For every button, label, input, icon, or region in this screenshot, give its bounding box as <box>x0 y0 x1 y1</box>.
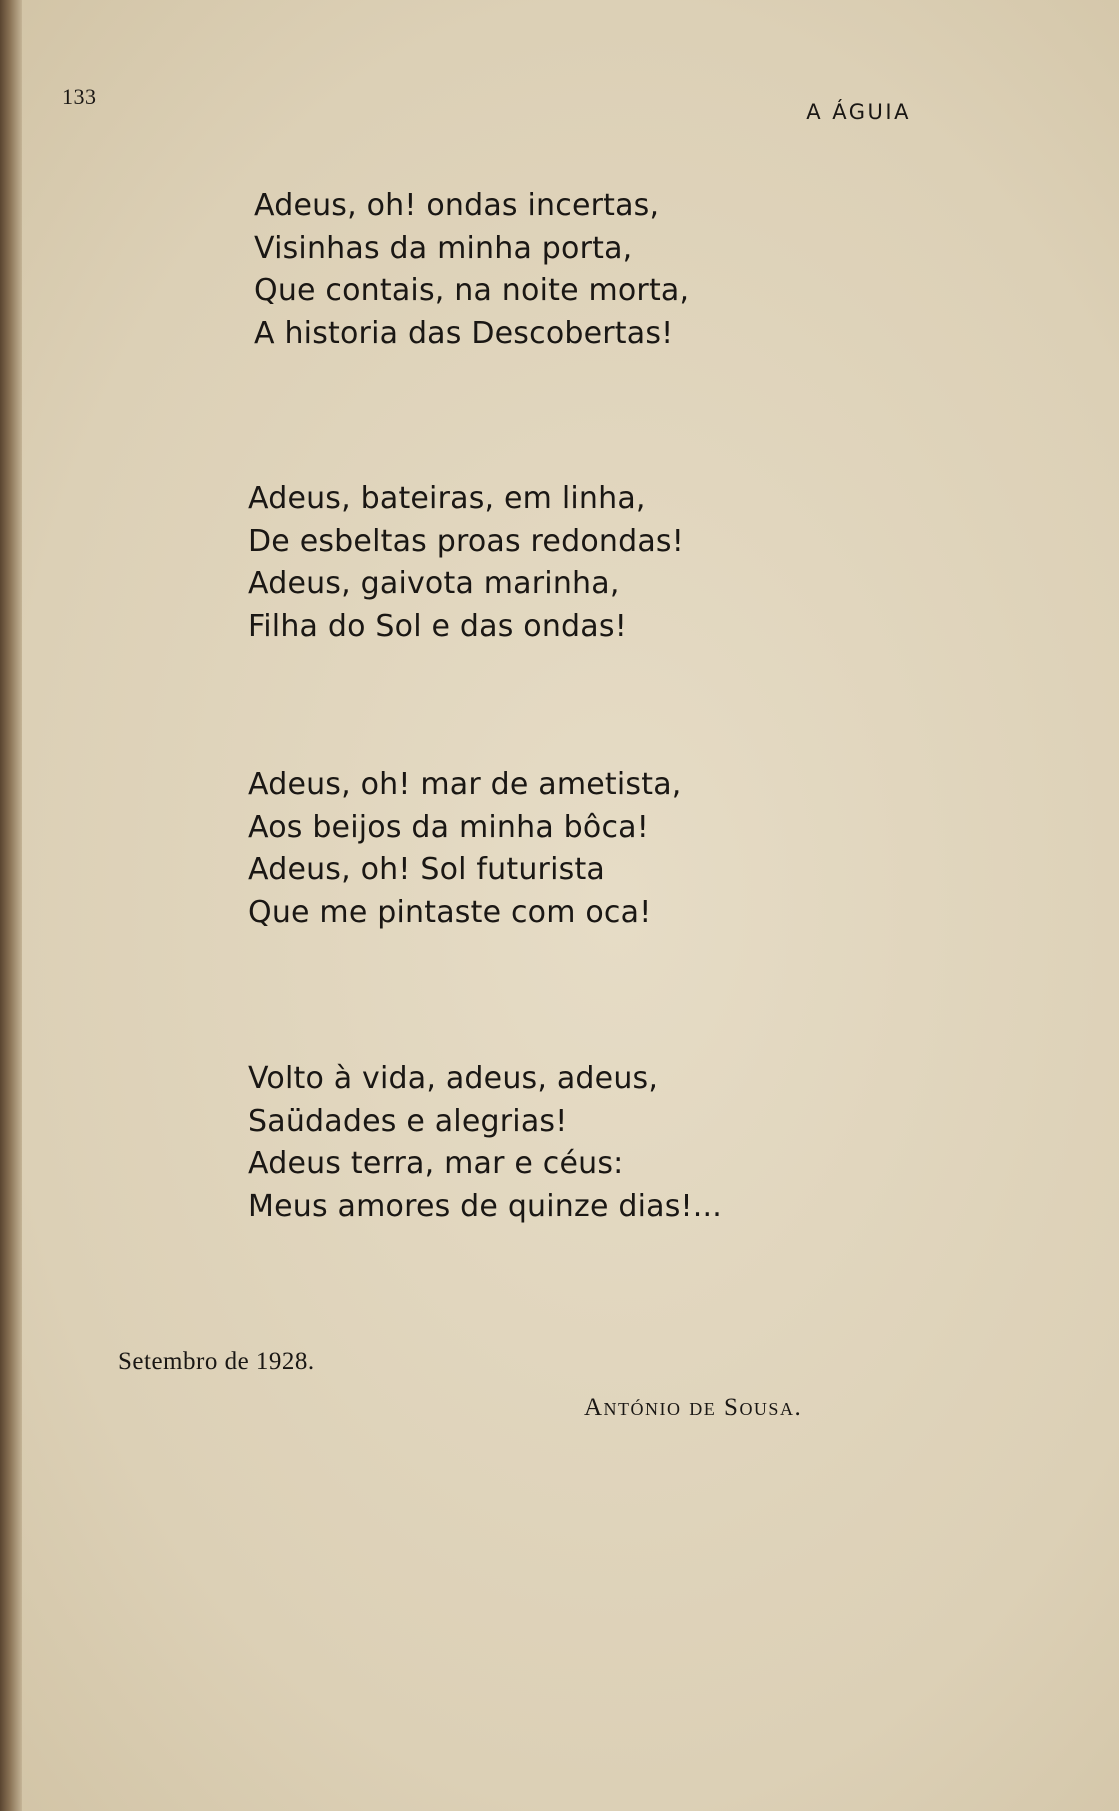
verse-line: Adeus, oh! Sol futurista <box>248 852 606 887</box>
page-number: 133 <box>62 84 97 109</box>
verse-line: Visinhas da minha porta, <box>254 230 633 266</box>
verse-line: Que me pintaste com oca! <box>248 894 652 930</box>
stanza-3 <box>248 764 682 934</box>
verse-line: A historia das Descobertas! <box>254 315 674 351</box>
page-binding-edge <box>0 0 22 1811</box>
verse-line: Adeus, bateiras, em linha, <box>248 481 646 516</box>
verse-line: Adeus, gaivota marinha, <box>248 566 620 601</box>
verse-line: Adeus, oh! ondas incertas, <box>254 188 660 223</box>
stanza-4 <box>248 1058 722 1228</box>
verse-line: Adeus terra, mar e céus: <box>248 1146 624 1181</box>
verse-line: Volto à vida, adeus, adeus, <box>248 1061 659 1096</box>
stanza-2 <box>248 478 684 648</box>
verse-line: Meus amores de quinze dias!... <box>248 1188 722 1224</box>
verse-line: Que contais, na noite morta, <box>254 273 690 308</box>
stanza-1 <box>254 185 689 355</box>
verse-line: Filha do Sol e das ondas! <box>248 608 627 644</box>
verse-line: Adeus, oh! mar de ametista, <box>248 767 682 802</box>
running-title: A ÁGUIA <box>806 100 911 124</box>
poem-date: Setembro de 1928. <box>118 1348 315 1375</box>
author-signature: António de Sousa. <box>584 1394 803 1421</box>
verse-line: Aos beijos da minha bôca! <box>248 809 649 845</box>
verse-line: Saüdades e alegrias! <box>248 1103 568 1139</box>
verse-line: De esbeltas proas redondas! <box>248 523 684 559</box>
